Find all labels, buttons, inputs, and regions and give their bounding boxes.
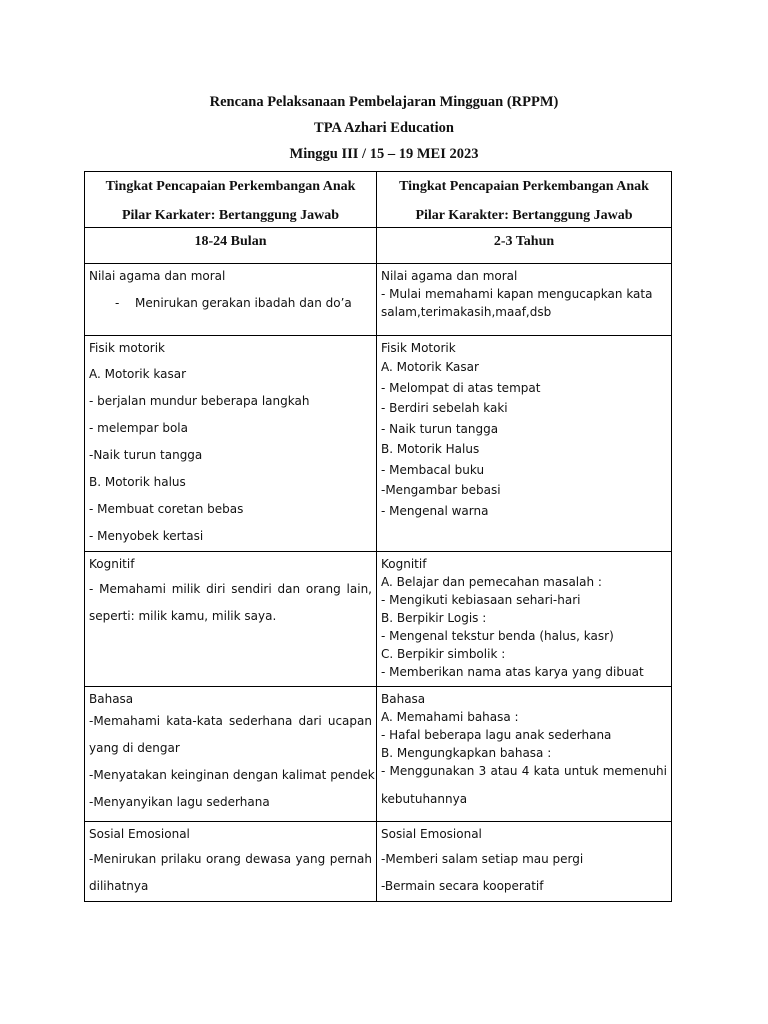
list-item: - Hafal beberapa lagu anak sederhana xyxy=(381,728,612,742)
list-item: -Menyanyikan lagu sederhana xyxy=(89,795,270,809)
section-title: Sosial Emosional xyxy=(381,827,482,841)
section-title: Fisik motorik xyxy=(89,341,166,355)
list-item: dilihatnya xyxy=(89,879,149,893)
kognitif-right-cell xyxy=(377,552,672,687)
age-row xyxy=(85,228,672,264)
agama-left-cell xyxy=(85,264,377,336)
table-row xyxy=(85,552,672,687)
list-item: -Mengambar bebasi xyxy=(381,483,501,497)
list-item: - Menggunakan 3 atau 4 kata untuk memenuhi xyxy=(381,764,667,778)
age-right: 2-3 Tahun xyxy=(377,228,672,264)
fisik-right-cell xyxy=(377,336,672,552)
list-item: - Melompat di atas tempat xyxy=(381,380,541,395)
header-left-pillar: Pilar Karkater: Bertanggung Jawab xyxy=(121,208,340,223)
header-left xyxy=(85,172,377,228)
list-item: - Berdiri sebelah kaki xyxy=(381,401,508,415)
list-item: B. Motorik halus xyxy=(89,475,186,489)
institution-name: TPA Azhari Education xyxy=(314,120,454,136)
section-title: Nilai agama dan moral xyxy=(89,269,226,283)
kognitif-left-cell xyxy=(85,552,377,687)
section-title: Kognitif xyxy=(89,557,135,571)
list-item: - Membuat coretan bebas xyxy=(89,502,244,516)
list-item: - melempar bola xyxy=(89,421,188,435)
list-item: - Memahami milik diri sendiri dan orang lain, xyxy=(89,582,372,596)
table-row xyxy=(85,264,672,336)
list-item: -Menyatakan keinginan dengan kalimat pendek xyxy=(89,768,375,782)
section-title: Bahasa xyxy=(381,692,426,706)
list-item: - berjalan mundur beberapa langkah xyxy=(89,394,310,408)
list-item: - Membacal buku xyxy=(381,462,485,477)
list-item: -Menirukan prilaku orang dewasa yang pernah xyxy=(89,852,372,866)
bahasa-left-cell xyxy=(85,687,377,822)
section-title: Fisik Motorik xyxy=(381,341,456,355)
list-item: - Naik turun tangga xyxy=(381,421,499,436)
header-right-title: Tingkat Pencapaian Perkembangan Anak xyxy=(399,179,649,194)
age-left: 18-24 Bulan xyxy=(85,228,377,264)
list-item: salam,terimakasih,maaf,dsb xyxy=(381,305,552,319)
section-title: Kognitif xyxy=(381,557,427,571)
bullet-dash: - xyxy=(115,296,120,310)
list-item: - Mengikuti kebiasaan sehari-hari xyxy=(381,593,581,607)
fisik-left-cell xyxy=(85,336,377,552)
section-title: Bahasa xyxy=(89,692,134,706)
sosial-right-cell xyxy=(377,822,672,902)
list-item: C. Berpikir simbolik : xyxy=(381,647,506,661)
section-title: Sosial Emosional xyxy=(89,827,190,841)
header-left-title: Tingkat Pencapaian Perkembangan Anak xyxy=(105,179,356,194)
list-item: A. Memahami bahasa : xyxy=(381,710,519,724)
list-item: A. Motorik kasar xyxy=(89,367,187,381)
header-right xyxy=(377,172,672,228)
sosial-left-cell xyxy=(85,822,377,902)
list-item: - Mulai memahami kapan mengucapkan kata xyxy=(381,287,653,301)
list-item: -Memahami kata-kata sederhana dari ucapan xyxy=(89,714,372,728)
table-row xyxy=(85,687,672,822)
list-item: A. Belajar dan pemecahan masalah : xyxy=(381,575,602,589)
table-row xyxy=(85,336,672,552)
section-title: Nilai agama dan moral xyxy=(381,269,518,283)
week-label: Minggu III / 15 – 19 MEI 2023 xyxy=(289,146,479,162)
document-title: Rencana Pelaksanaan Pembelajaran Mingguan (RPPM) xyxy=(209,94,559,110)
list-item: - Mengenal tekstur benda (halus, kasr) xyxy=(381,629,614,643)
header-right-pillar: Pilar Karakter: Bertanggung Jawab xyxy=(415,208,633,223)
list-item-text: Menirukan gerakan ibadah dan do’a xyxy=(135,296,352,310)
list-item: -Naik turun tangga xyxy=(89,448,203,462)
list-item: yang di dengar xyxy=(89,741,180,755)
agama-right-cell xyxy=(377,264,672,336)
list-item: A. Motorik Kasar xyxy=(381,360,479,374)
list-item: - Menyobek kertasi xyxy=(89,529,204,543)
list-item: kebutuhannya xyxy=(381,792,468,806)
header-row xyxy=(85,172,672,228)
bahasa-right-cell xyxy=(377,687,672,822)
list-item: -Bermain secara kooperatif xyxy=(381,879,544,893)
table-row xyxy=(85,822,672,902)
list-item: -Memberi salam setiap mau pergi xyxy=(381,852,584,866)
list-item: seperti: milik kamu, milik saya. xyxy=(89,609,277,623)
rppm-table xyxy=(84,171,672,902)
list-item: - Memberikan nama atas karya yang dibuat xyxy=(381,665,644,679)
list-item: B. Berpikir Logis : xyxy=(381,611,487,625)
list-item: B. Motorik Halus xyxy=(381,442,480,456)
list-item: - Mengenal warna xyxy=(381,503,489,518)
list-item: B. Mengungkapkan bahasa : xyxy=(381,746,552,760)
list-item xyxy=(89,294,372,312)
